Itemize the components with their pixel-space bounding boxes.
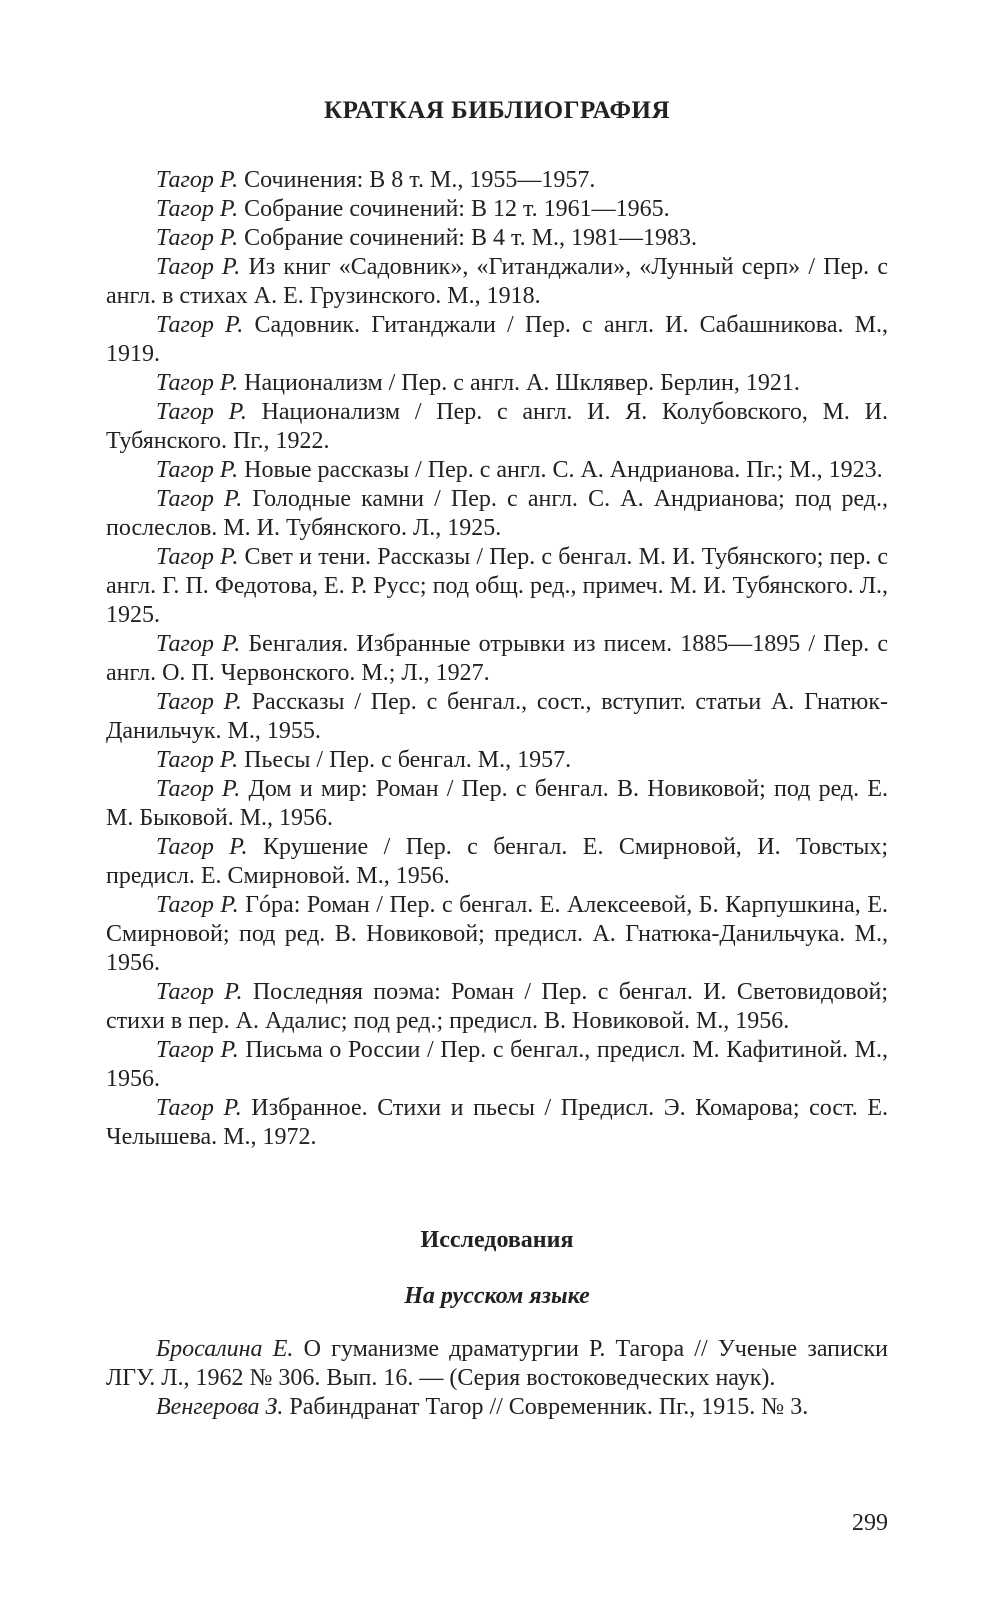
entry-author: Тагор Р. — [156, 1037, 239, 1063]
entry-author: Тагор Р. — [156, 544, 239, 570]
page-number: 299 — [852, 1510, 888, 1536]
bibliography-entry — [106, 398, 888, 456]
subsection-heading-russian: На русском языке — [404, 1283, 590, 1309]
entry-text: Рабиндранат Тагор // Современник. Пг., 1915. № 3. — [283, 1394, 809, 1420]
entry-text: Пьесы / Пер. с бенгал. М., 1957. — [238, 747, 572, 773]
entry-text: Бенгалия. Избранные отрывки из писем. 1885—1895 / Пер. с англ. О. П. Червонского. М.; Л., 1927. — [106, 631, 888, 686]
entry-author: Тагор Р. — [156, 486, 243, 512]
research-list — [106, 1335, 888, 1422]
entry-author: Бросалина Е. — [156, 1336, 294, 1362]
bibliography-entry — [106, 775, 888, 833]
entry-text: Письма о России / Пер. с бенгал., предисл. М. Кафитиной. М., 1956. — [106, 1037, 889, 1092]
bibliography-entry — [106, 688, 888, 746]
bibliography-entry — [106, 746, 888, 775]
entry-author: Тагор Р. — [156, 370, 239, 396]
entry-author: Тагор Р. — [156, 167, 239, 193]
bibliography-entry — [106, 485, 888, 543]
entry-author: Тагор Р. — [156, 979, 243, 1005]
entry-author: Тагор Р. — [156, 399, 247, 425]
bibliography-entry — [106, 1094, 888, 1152]
entry-author: Тагор Р. — [156, 631, 241, 657]
entry-author: Тагор Р. — [156, 776, 241, 802]
bibliography-entry — [106, 543, 888, 630]
bibliography-entry — [106, 1036, 888, 1094]
entry-text: Собрание сочинений: В 4 т. М., 1981—1983. — [238, 225, 697, 251]
entry-text: Дом и мир: Роман / Пер. с бенгал. В. Новиковой; под ред. Е. М. Быковой. М., 1956. — [106, 776, 888, 831]
entry-author: Тагор Р. — [156, 196, 239, 222]
entry-author: Тагор Р. — [156, 1095, 242, 1121]
entry-author: Тагор Р. — [156, 834, 248, 860]
entry-text: Национализм / Пер. с англ. И. Я. Колубовского, М. И. Тубянского. Пг., 1922. — [106, 399, 888, 454]
entry-text: Из книг «Садовник», «Гитанджали», «Лунный серп» / Пер. с англ. в стихах А. Е. Грузинского. М., 1918. — [106, 254, 888, 309]
entry-text: Крушение / Пер. с бенгал. Е. Смирновой, И. Товстых; предисл. Е. Смирновой. М., 1956. — [106, 834, 888, 889]
entry-author: Тагор Р. — [156, 254, 241, 280]
bibliography-entry — [106, 166, 888, 195]
entry-text: Свет и тени. Рассказы / Пер. с бенгал. М. И. Тубянского; пер. с англ. Г. П. Федотова, Е. Р. Русс; под общ. ред., примеч. М. И. Тубянского. Л., 1925. — [106, 544, 888, 628]
entry-text: Рассказы / Пер. с бенгал., сост., вступит. статьи А. Гнатюк-Данильчук. М., 1955. — [106, 689, 888, 744]
entry-text: Садовник. Гитанджали / Пер. с англ. И. Сабашникова. М., 1919. — [106, 312, 888, 367]
entry-text: Избранное. Стихи и пьесы / Предисл. Э. Комарова; сост. Е. Челышева. М., 1972. — [106, 1095, 888, 1150]
bibliography-entry — [106, 978, 888, 1036]
entry-text: Национализм / Пер. с англ. А. Шклявер. Берлин, 1921. — [238, 370, 800, 396]
page-content — [106, 96, 888, 1422]
entry-text: Гóра: Роман / Пер. с бенгал. Е. Алексеевой, Б. Карпушкина, Е. Смирновой; под ред. В. Новиковой; предисл. А. Гнатюка-Данильчука. М., 1956. — [106, 892, 888, 976]
bibliography-entry — [106, 1335, 888, 1393]
bibliography-entry — [106, 833, 888, 891]
entry-author: Тагор Р. — [156, 892, 239, 918]
entry-author: Тагор Р. — [156, 225, 239, 251]
section-heading-research: Исследования — [420, 1227, 574, 1253]
entry-author: Тагор Р. — [156, 457, 239, 483]
bibliography-entry — [106, 630, 888, 688]
entry-text: Голодные камни / Пер. с англ. С. А. Андрианова; под ред., послеслов. М. И. Тубянского. Л., 1925. — [106, 486, 888, 541]
entry-text: О гуманизме драматургии Р. Тагора // Ученые записки ЛГУ. Л., 1962 № 306. Вып. 16. — (Серия востоковедческих наук). — [106, 1336, 888, 1391]
entry-text: Последняя поэма: Роман / Пер. с бенгал. И. Световидовой; стихи в пер. А. Адалис; под ред.; предисл. В. Новиковой. М., 1956. — [106, 979, 888, 1034]
entry-author: Венгерова З. — [156, 1394, 284, 1420]
bibliography-entry — [106, 369, 888, 398]
bibliography-list — [106, 166, 888, 1152]
bibliography-entry — [106, 253, 888, 311]
bibliography-entry — [106, 891, 888, 978]
bibliography-entry — [106, 224, 888, 253]
bibliography-entry — [106, 311, 888, 369]
entry-author: Тагор Р. — [156, 747, 239, 773]
bibliography-entry — [106, 1393, 888, 1422]
bibliography-entry — [106, 195, 888, 224]
entry-author: Тагор Р. — [156, 312, 244, 338]
entry-text: Сочинения: В 8 т. М., 1955—1957. — [238, 167, 596, 193]
page-title: КРАТКАЯ БИБЛИОГРАФИЯ — [323, 97, 671, 124]
entry-author: Тагор Р. — [156, 689, 242, 715]
entry-text: Новые рассказы / Пер. с англ. С. А. Андрианова. Пг.; М., 1923. — [238, 457, 883, 483]
bibliography-entry — [106, 456, 888, 485]
entry-text: Собрание сочинений: В 12 т. 1961—1965. — [238, 196, 670, 222]
